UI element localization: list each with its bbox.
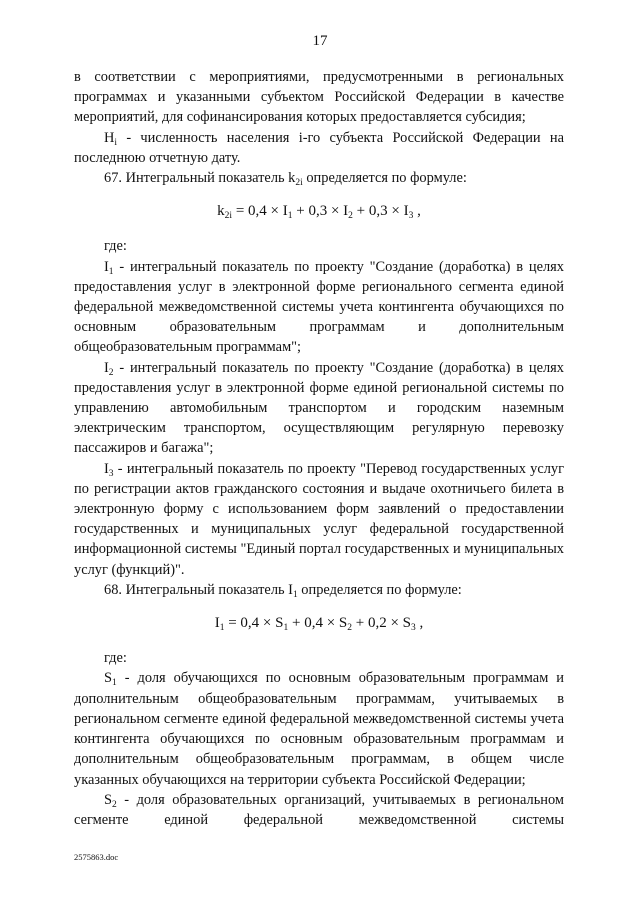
- paragraph-s1-definition: [74, 668, 564, 789]
- where-label-1: где:: [104, 238, 127, 255]
- hi-definition-text: - численность населения i-го субъекта Российской Федерации на последнюю отчетную дату.: [74, 129, 564, 166]
- document-body: [74, 67, 564, 830]
- symbol-s1: S: [104, 670, 113, 687]
- p67-text-a: 67. Интегральный показатель k: [104, 170, 296, 187]
- f2-lhs: I: [214, 615, 220, 632]
- symbol-s2-subscript: 2: [112, 799, 117, 810]
- paragraph-68: [74, 580, 564, 600]
- f2-term2: + 0,4 × S: [288, 615, 348, 632]
- f1-term1: = 0,4 × I: [232, 203, 288, 220]
- f2-term3-sub: 3: [411, 623, 416, 634]
- paragraph-s2-definition: [74, 790, 564, 830]
- page-number: 17: [312, 33, 328, 49]
- symbol-i1: I: [104, 258, 109, 275]
- symbol-h-subscript: i: [114, 137, 118, 148]
- formula-i1: [74, 613, 564, 633]
- s1-definition-text: - доля обучающихся по основным образовательным программам и дополнительным общеобразовательным программам, учитываемых в региональном сегменте единой федеральной межведомственной системы учета контингента обучающихся по основным образовательным программам и дополнительным общеобразовательным программам, в общем числе указанных обучающихся на территории субъекта Российской Федерации;: [74, 670, 564, 788]
- p67-text-b: определяется по формуле:: [302, 170, 467, 187]
- f2-term3: + 0,2 × S: [352, 615, 412, 632]
- p68-text-a: 68. Интегральный показатель I: [104, 581, 293, 598]
- i2-definition-text: - интегральный показатель по проекту "Создание (доработка) в целях предоставления услуг в электронной форме единой региональной системы по управлению автомобильным транспортом и городским наземным электрическим транспортом, осуществляющим регулярную перевозку пассажиров и багажа";: [74, 359, 564, 457]
- paragraph-i2-definition: [74, 358, 564, 459]
- symbol-i2: I: [104, 359, 109, 376]
- i1-definition-text: - интегральный показатель по проекту "Создание (доработка) в целях предоставления услуг в электронной форме регионального сегмента единой федеральной межведомственной системы учета контингента обучающихся по основным образовательным программам и дополнительным общеобразовательным программам";: [74, 258, 564, 356]
- f2-term1-sub: 1: [283, 623, 289, 634]
- f1-term2: + 0,3 × I: [292, 203, 349, 220]
- f1-lhs-sub: 2i: [224, 211, 233, 222]
- f1-end: ,: [413, 203, 421, 220]
- f2-term2-sub: 2: [347, 623, 352, 634]
- f2-term1: = 0,4 × S: [224, 615, 284, 632]
- paragraph-i3-definition: [74, 459, 564, 580]
- f1-term2-sub: 2: [348, 211, 353, 222]
- footer-filename: 2575863.doc: [74, 852, 119, 862]
- p67-subscript: 2i: [295, 178, 303, 189]
- paragraph-i1-definition: [74, 257, 564, 358]
- paragraph-67: [74, 168, 564, 188]
- f1-lhs: k: [217, 203, 225, 220]
- p68-subscript: 1: [292, 589, 298, 600]
- f1-term1-sub: 1: [287, 211, 293, 222]
- f1-term3: + 0,3 × I: [352, 203, 409, 220]
- symbol-i1-subscript: 1: [108, 266, 114, 277]
- paragraph-continuation: в соответствии с мероприятиями, предусмотренными в региональных программах и указанными субъектом Российской Федерации в качестве мероприятий, для софинансирования которых предоставляется субсидия;: [74, 69, 564, 126]
- symbol-i3: I: [104, 460, 109, 477]
- symbol-s2: S: [104, 791, 113, 808]
- symbol-i2-subscript: 2: [108, 367, 114, 378]
- f2-end: ,: [415, 615, 424, 632]
- i3-definition-text: - интегральный показатель по проекту "Перевод государственных услуг по регистрации актов гражданского состояния и выдаче охотничьего билета в электронную форму с использованием форм заявлений о предоставлении государственных и муниципальных услуг федеральной государственной информационной системы "Единый портал государственных и муниципальных услуг (функций)".: [74, 460, 564, 578]
- f2-lhs-sub: 1: [219, 623, 225, 634]
- symbol-h: Н: [104, 129, 115, 146]
- f1-term3-sub: 3: [408, 211, 414, 222]
- p68-text-b: определяется по формуле:: [297, 581, 462, 598]
- paragraph-hi-definition: [74, 128, 564, 168]
- symbol-i3-subscript: 3: [108, 468, 114, 479]
- formula-k2i: [74, 201, 564, 221]
- symbol-s1-subscript: 1: [112, 678, 117, 689]
- s2-definition-text: - доля образовательных организаций, учитываемых в региональном сегменте единой федеральной межведомственной системы: [74, 791, 564, 828]
- where-label-2: где:: [104, 650, 127, 667]
